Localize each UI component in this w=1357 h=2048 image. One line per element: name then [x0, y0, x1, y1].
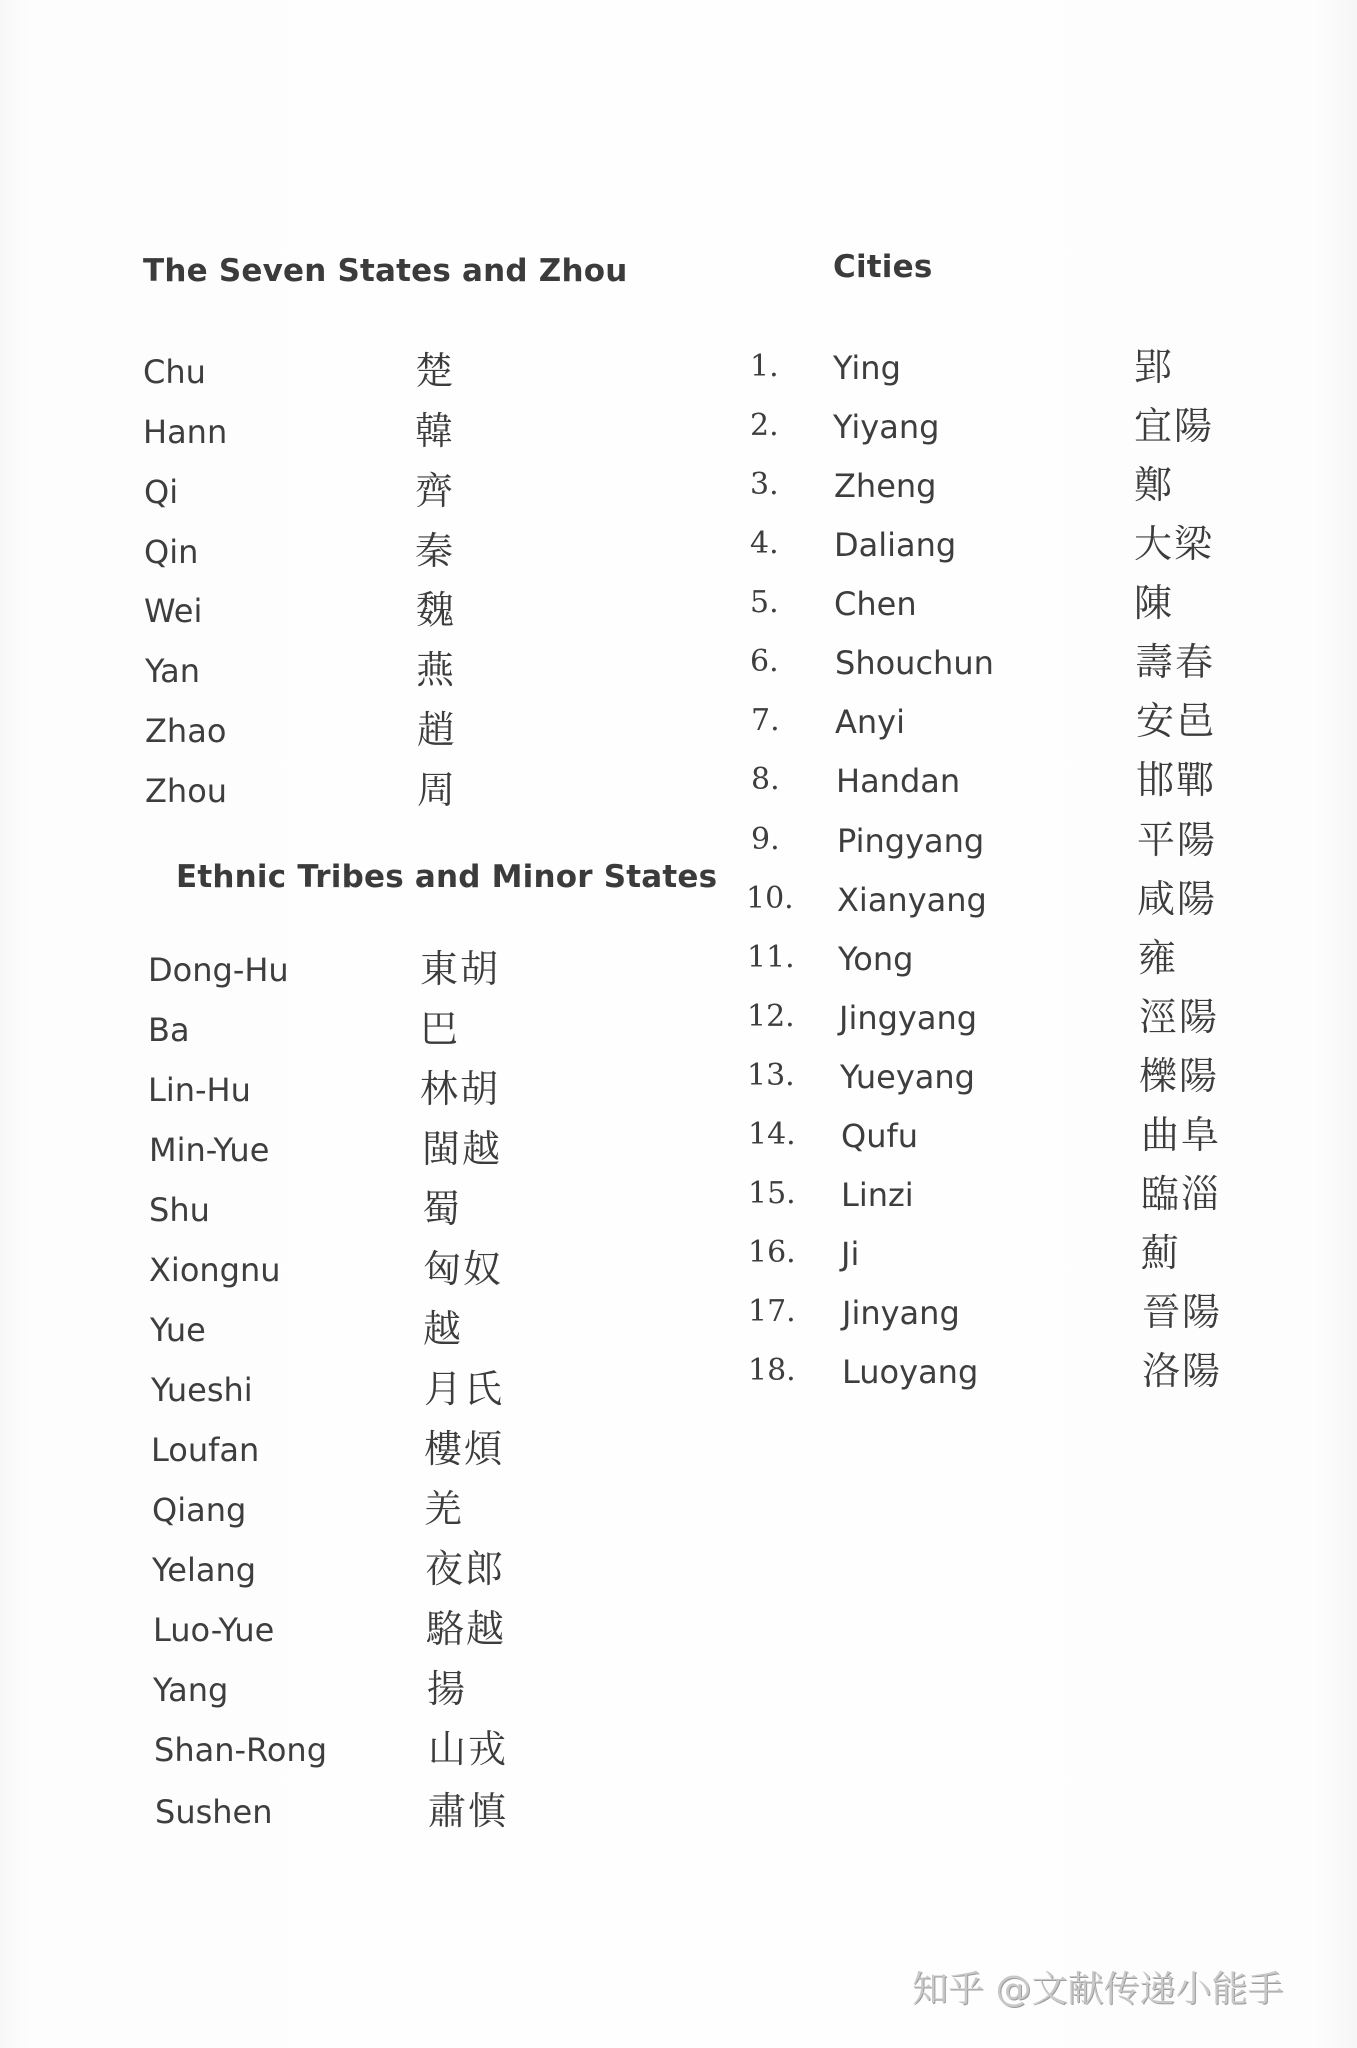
hanzi: 匈奴: [423, 1247, 504, 1291]
pinyin: Ba: [148, 1011, 190, 1049]
pinyin: Loufan: [151, 1431, 260, 1469]
hanzi: 楚: [415, 349, 456, 393]
hanzi: 臨淄: [1141, 1172, 1222, 1216]
hanzi: 安邑: [1136, 699, 1217, 743]
hanzi: 陳: [1134, 581, 1175, 625]
hanzi: 山戎: [428, 1727, 509, 1771]
hanzi: 魏: [416, 588, 457, 632]
pinyin: Yong: [838, 940, 914, 978]
pinyin: Hann: [143, 413, 228, 451]
hanzi: 樓煩: [424, 1427, 505, 1471]
hanzi: 肅慎: [428, 1789, 509, 1833]
pinyin: Ying: [833, 349, 901, 387]
pinyin: Chu: [143, 353, 206, 391]
pinyin: Chen: [834, 585, 917, 623]
hanzi: 洛陽: [1142, 1349, 1223, 1393]
item-number: 1.: [750, 349, 779, 384]
item-number: 8.: [751, 762, 780, 797]
item-number: 15.: [748, 1176, 796, 1211]
seven-states-heading: The Seven States and Zhou: [143, 253, 628, 289]
pinyin: Handan: [836, 762, 961, 800]
hanzi: 櫟陽: [1139, 1054, 1220, 1098]
pinyin: Shu: [149, 1191, 210, 1229]
hanzi: 郢: [1134, 345, 1175, 389]
hanzi: 越: [423, 1307, 464, 1351]
pinyin: Lin-Hu: [148, 1071, 251, 1109]
hanzi: 宜陽: [1134, 404, 1215, 448]
cities-heading: Cities: [833, 249, 933, 285]
hanzi: 大梁: [1134, 522, 1215, 566]
pinyin: Zheng: [834, 467, 937, 505]
hanzi: 夜郎: [425, 1547, 506, 1591]
pinyin: Qiang: [152, 1491, 247, 1529]
pinyin: Shouchun: [835, 644, 994, 682]
pinyin: Xiongnu: [149, 1251, 281, 1289]
hanzi: 周: [417, 768, 458, 812]
hanzi: 月氏: [424, 1367, 505, 1411]
pinyin: Jingyang: [839, 999, 978, 1037]
pinyin: Wei: [144, 592, 203, 630]
item-number: 4.: [750, 526, 779, 561]
hanzi: 駱越: [426, 1607, 507, 1651]
pinyin: Yelang: [152, 1551, 257, 1589]
item-number: 9.: [751, 822, 780, 857]
hanzi: 燕: [416, 648, 457, 692]
ethnic-tribes-heading: Ethnic Tribes and Minor States: [176, 859, 718, 895]
item-number: 10.: [746, 881, 794, 916]
hanzi: 壽春: [1135, 640, 1216, 684]
pinyin: Luoyang: [842, 1353, 979, 1391]
hanzi: 林胡: [420, 1067, 501, 1111]
hanzi: 平陽: [1137, 818, 1218, 862]
item-number: 2.: [750, 408, 779, 443]
hanzi: 趙: [417, 708, 458, 752]
hanzi: 雍: [1138, 936, 1179, 980]
hanzi: 咸陽: [1137, 877, 1218, 921]
hanzi: 羌: [424, 1487, 465, 1531]
pinyin: Yan: [145, 652, 201, 690]
hanzi: 秦: [415, 529, 456, 573]
hanzi: 曲阜: [1141, 1113, 1222, 1157]
pinyin: Yueshi: [151, 1371, 253, 1409]
pinyin: Yue: [150, 1311, 206, 1349]
pinyin: Sushen: [155, 1793, 273, 1831]
pinyin: Pingyang: [837, 822, 985, 860]
pinyin: Shan-Rong: [154, 1731, 327, 1769]
hanzi: 晉陽: [1142, 1290, 1223, 1334]
hanzi: 鄭: [1134, 463, 1175, 507]
item-number: 7.: [751, 703, 780, 738]
item-number: 5.: [750, 585, 779, 620]
pinyin: Qin: [144, 533, 199, 571]
pinyin: Qufu: [841, 1117, 919, 1155]
hanzi: 韓: [415, 409, 456, 453]
pinyin: Dong-Hu: [148, 951, 289, 989]
pinyin: Daliang: [834, 526, 957, 564]
hanzi: 涇陽: [1139, 995, 1220, 1039]
pinyin: Yueyang: [840, 1058, 975, 1096]
item-number: 12.: [747, 999, 795, 1034]
pinyin: Yang: [153, 1671, 229, 1709]
pinyin: Luo-Yue: [153, 1611, 275, 1649]
pinyin: Linzi: [841, 1176, 914, 1214]
item-number: 13.: [747, 1058, 795, 1093]
item-number: 18.: [748, 1353, 796, 1388]
hanzi: 齊: [415, 469, 456, 513]
hanzi: 閩越: [422, 1127, 503, 1171]
hanzi: 揚: [427, 1667, 468, 1711]
item-number: 11.: [747, 940, 795, 975]
item-number: 14.: [748, 1117, 796, 1152]
hanzi: 邯鄲: [1136, 758, 1217, 802]
watermark: 知乎 @文献传递小能手: [912, 1969, 1284, 2010]
pinyin: Zhou: [145, 772, 228, 810]
pinyin: Xianyang: [837, 881, 987, 919]
item-number: 17.: [748, 1294, 796, 1329]
item-number: 6.: [750, 644, 779, 679]
pinyin: Anyi: [835, 703, 905, 741]
pinyin: Zhao: [145, 712, 227, 750]
hanzi: 東胡: [420, 947, 501, 991]
item-number: 16.: [748, 1235, 796, 1270]
pinyin: Yiyang: [833, 408, 940, 446]
item-number: 3.: [750, 467, 779, 502]
pinyin: Qi: [144, 473, 179, 511]
hanzi: 薊: [1141, 1231, 1182, 1275]
hanzi: 蜀: [422, 1187, 463, 1231]
pinyin: Ji: [841, 1235, 860, 1273]
pinyin: Jinyang: [842, 1294, 960, 1332]
hanzi: 巴: [420, 1007, 461, 1051]
pinyin: Min-Yue: [149, 1131, 270, 1169]
